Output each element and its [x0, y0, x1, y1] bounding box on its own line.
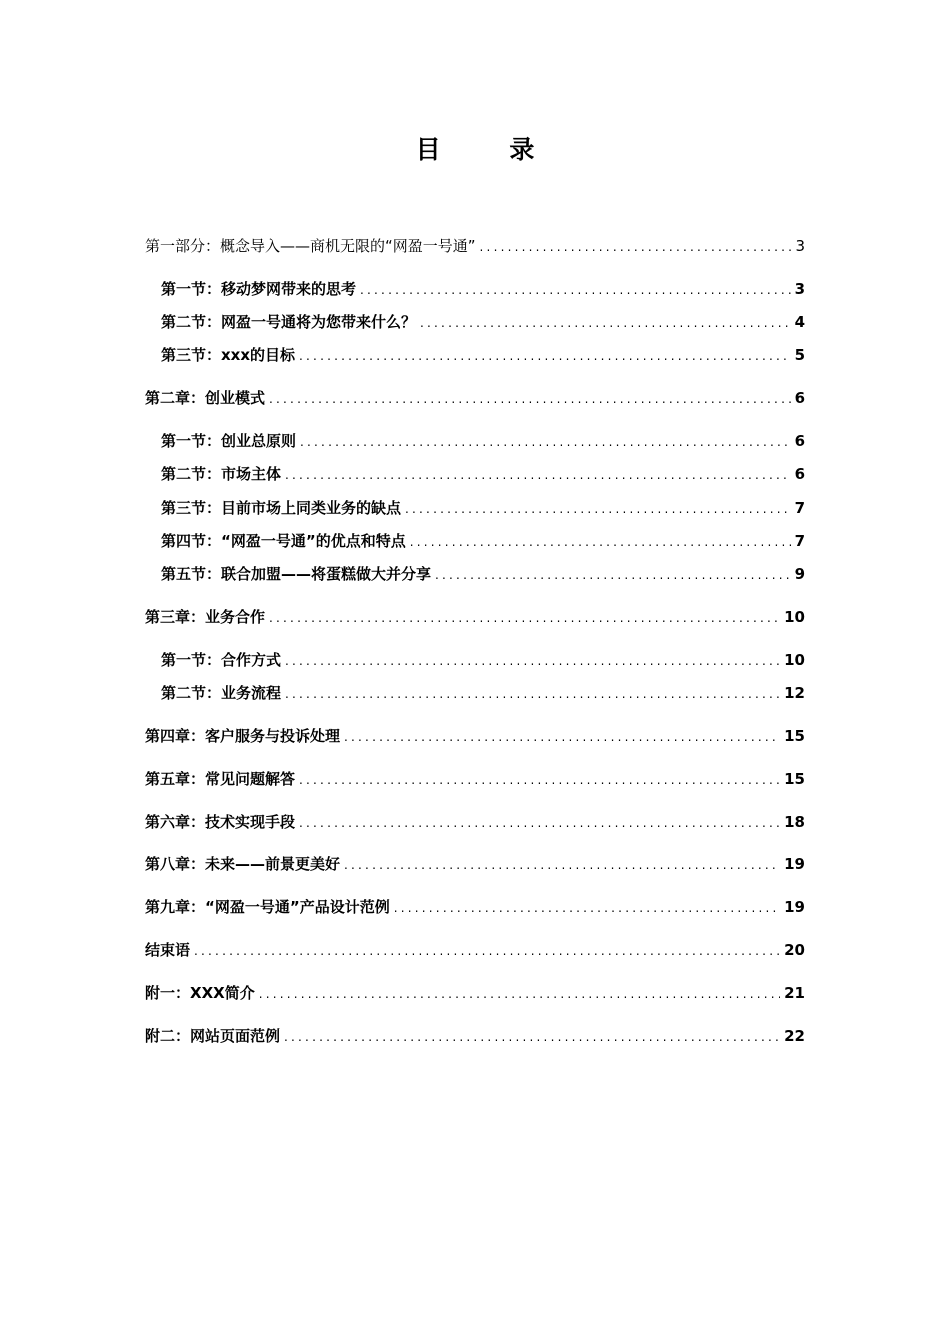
toc-entry-1-3[interactable] [161, 344, 805, 367]
toc-entry-2-5[interactable] [161, 563, 805, 586]
toc-dot-leader [285, 650, 780, 672]
toc-entry-title: 第三节：xxx的目标 [161, 346, 296, 364]
toc-entry-chapter-3[interactable] [145, 606, 805, 629]
toc-entry-1-1[interactable] [161, 278, 805, 301]
toc-entry-3-2[interactable] [161, 682, 805, 705]
toc-dot-leader [269, 607, 780, 629]
toc-entry-page: 10 [784, 608, 805, 626]
toc-entry-title: 结束语 [145, 941, 191, 959]
toc-entry-page: 12 [784, 684, 805, 702]
toc-entry-title: 第三章：业务合作 [145, 608, 266, 626]
toc-entry-2-4[interactable] [161, 530, 805, 553]
toc-dot-leader [300, 431, 791, 453]
toc-dot-leader [284, 1026, 780, 1048]
toc-entry-title: 第五章：常见问题解答 [145, 770, 296, 788]
toc-entry-title: 第一节：移动梦网带来的思考 [161, 280, 357, 298]
toc-entry-appendix-2[interactable] [145, 1025, 805, 1048]
toc-entry-appendix-1[interactable] [145, 982, 805, 1005]
toc-entry-page: 22 [784, 1027, 805, 1045]
toc-dot-leader [394, 897, 780, 919]
toc-entry-title: 第二节：市场主体 [161, 465, 282, 483]
toc-entry-page: 9 [794, 565, 805, 583]
toc-dot-leader [259, 983, 780, 1005]
toc-dot-leader [480, 236, 792, 258]
toc-entry-page: 20 [784, 941, 805, 959]
toc-entry-page: 15 [784, 727, 805, 745]
toc-entry-title: 第二章：创业模式 [145, 389, 266, 407]
toc-entry-title: 第八章：未来——前景更美好 [145, 855, 341, 873]
toc-entry-title: 第一节：合作方式 [161, 651, 282, 669]
toc-entry-page: 15 [784, 770, 805, 788]
toc-entry-title: 第五节：联合加盟——将蛋糕做大并分享 [161, 565, 432, 583]
toc-entry-page: 7 [794, 499, 805, 517]
toc-entry-chapter-5[interactable] [145, 768, 805, 791]
toc-dot-leader [299, 812, 780, 834]
toc-entry-page: 6 [794, 432, 805, 450]
toc-entry-title: 第六章：技术实现手段 [145, 813, 296, 831]
page-title: 目 录 [415, 135, 565, 164]
toc-entry-page: 19 [784, 855, 805, 873]
toc-dot-leader [410, 531, 791, 553]
toc-dot-leader [285, 683, 780, 705]
toc-entry-title: 第二节：业务流程 [161, 684, 282, 702]
toc-dot-leader [360, 279, 791, 301]
toc-dot-leader [194, 940, 780, 962]
toc-entry-chapter-2[interactable] [145, 387, 805, 410]
toc-entry-title: 附一：XXX简介 [145, 984, 255, 1002]
toc-entry-page: 3 [795, 237, 805, 255]
toc-entry-chapter-9[interactable] [145, 896, 805, 919]
toc-entry-title: 第四章：客户服务与投诉处理 [145, 727, 341, 745]
toc-entry-title: 第二节：网盈一号通将为您带来什么？ [161, 313, 417, 331]
toc-entry-conclusion[interactable] [145, 939, 805, 962]
toc-entry-page: 10 [784, 651, 805, 669]
toc-dot-leader [269, 388, 791, 410]
toc-entry-page: 6 [794, 465, 805, 483]
toc-dot-leader [405, 498, 791, 520]
toc-entry-page: 19 [784, 898, 805, 916]
toc-entry-part-1[interactable] [145, 235, 805, 258]
toc-entry-page: 4 [794, 313, 805, 331]
toc-entry-page: 5 [794, 346, 805, 364]
toc-entry-chapter-4[interactable] [145, 725, 805, 748]
toc-entry-chapter-8[interactable] [145, 853, 805, 876]
toc-dot-leader [285, 464, 791, 486]
toc-entry-title: 第一节：创业总原则 [161, 432, 297, 450]
toc-entry-chapter-6[interactable] [145, 811, 805, 834]
toc-dot-leader [344, 726, 780, 748]
toc-entry-title: 第四节：“网盈一号通”的优点和特点 [161, 532, 406, 550]
toc-dot-leader [344, 854, 780, 876]
toc-dot-leader [299, 769, 780, 791]
toc-entry-2-3[interactable] [161, 497, 805, 520]
toc-entry-title: 附二：网站页面范例 [145, 1027, 281, 1045]
toc-dot-leader [420, 312, 791, 334]
toc-entry-2-1[interactable] [161, 430, 805, 453]
toc-entry-title: 第一部分：概念导入——商机无限的“网盈一号通” [145, 237, 476, 255]
toc-entry-3-1[interactable] [161, 649, 805, 672]
toc-entry-page: 21 [784, 984, 805, 1002]
toc-dot-leader [435, 564, 791, 586]
toc-entry-page: 6 [794, 389, 805, 407]
toc-entry-page: 18 [784, 813, 805, 831]
toc-entry-title: 第三节：目前市场上同类业务的缺点 [161, 499, 402, 517]
toc-entry-2-2[interactable] [161, 463, 805, 486]
toc-dot-leader [299, 345, 791, 367]
toc-entry-page: 3 [794, 280, 805, 298]
toc-entry-title: 第九章：“网盈一号通”产品设计范例 [145, 898, 390, 916]
toc-entry-page: 7 [794, 532, 805, 550]
toc-entry-1-2[interactable] [161, 311, 805, 334]
